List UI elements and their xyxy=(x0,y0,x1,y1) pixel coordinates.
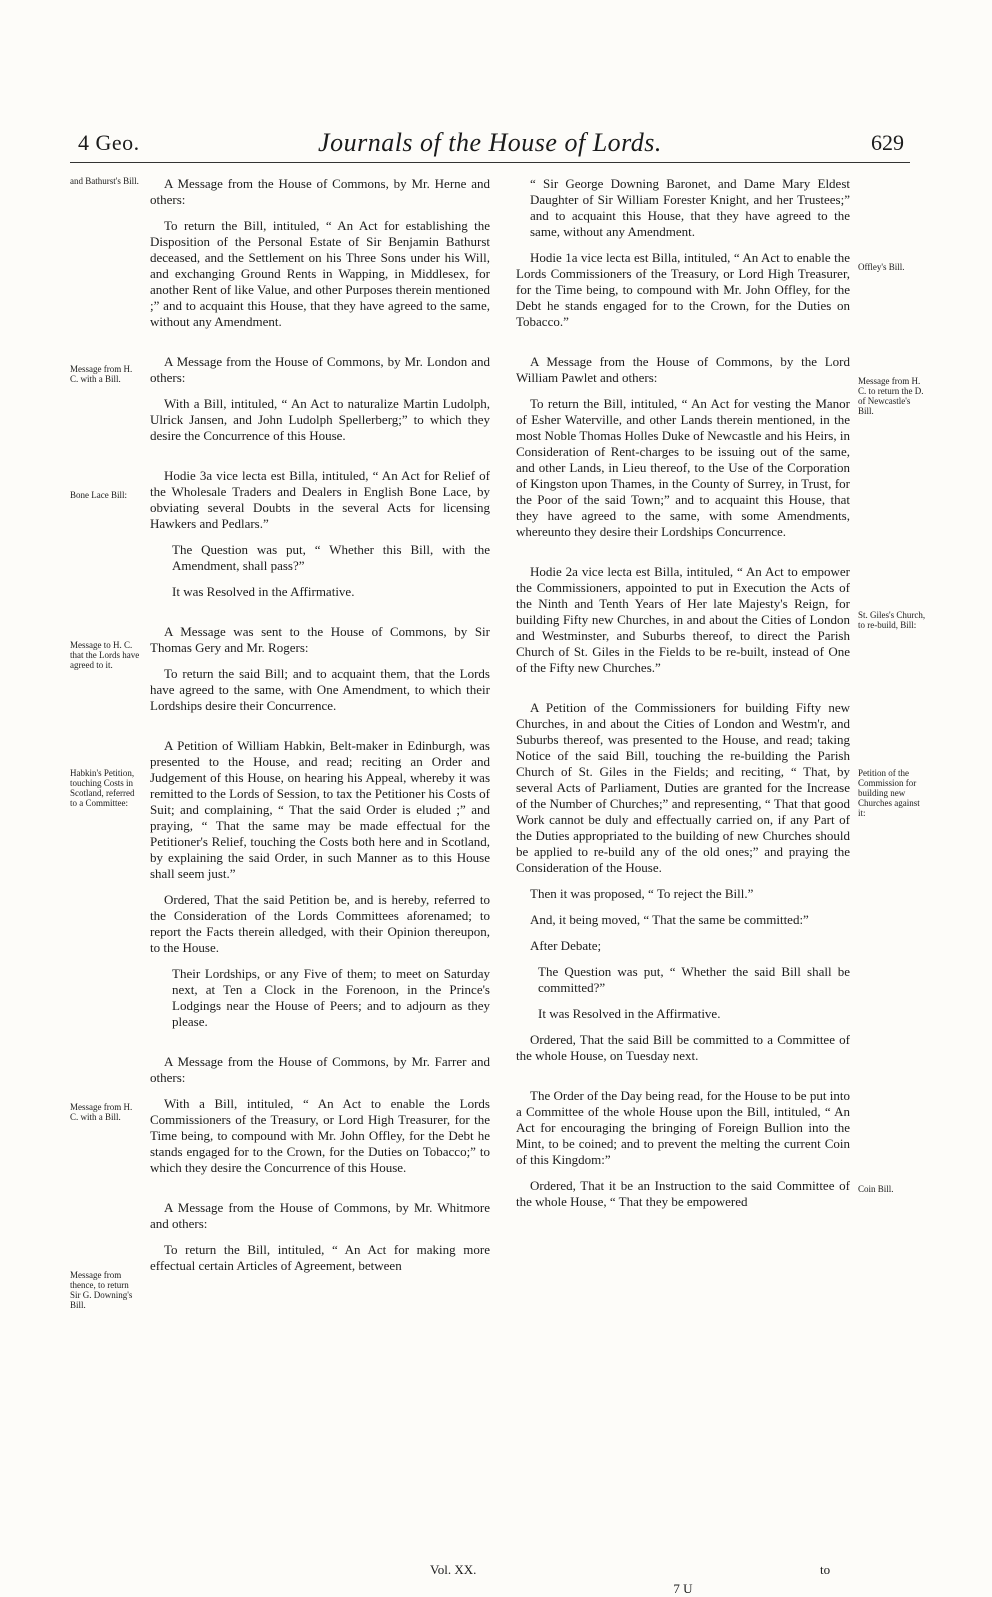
margin-note: and Bathurst's Bill. xyxy=(70,176,139,186)
paragraph: Ordered, That the said Petition be, and is hereby, referred to the Consideration of the Lords Committees aforenamed; to report the Facts therein alledged, with their Opinion thereupon, to the House. xyxy=(150,892,490,955)
margin-note: Message from H. C. with a Bill. xyxy=(70,364,133,384)
paragraph: After Debate; xyxy=(530,938,602,953)
paragraph: A Petition of William Habkin, Belt-maker in Edinburgh, was presented to the House, and read; reciting an Order and Judgement of this House, on hearing his Appeal, whereby it was remitted to the Lords of Session, to tax the Petitioner his Costs of Suit; and complaining, “ That the said Order is eluded ;” and praying, “ That the same may be made effectual for the Petitioner's Relief, touching the Costs both here and in Scotland, by explaining the said Order, in such Manner as to this House shall seem just.” xyxy=(150,738,490,881)
margin-note: St. Giles's Church, to re-build, Bill: xyxy=(858,610,926,630)
paragraph: With a Bill, intituled, “ An Act to naturalize Martin Ludolph, Ulrick Jansen, and John Ludolph Spellerberg;” to which they desire the Concurrence of this House. xyxy=(150,396,490,443)
paragraph: To return the Bill, intituled, “ An Act for establishing the Disposition of the Personal Estate of Sir Benjamin Bathurst deceased, and the Settlement on his Three Sons under his Will, and exchanging Ground Rents in Wapping, in Middlesex, for another Rent of like Value, and other Purposes therein mentioned ;” and to acquaint this House, that they have agreed to the same, without any Amendment. xyxy=(150,218,490,329)
paragraph: “ Sir George Downing Baronet, and Dame Mary Eldest Daughter of Sir William Forester Knight, and her Trustees;” and to acquaint this House, that they have agreed to the same, without any Amendment. xyxy=(530,176,850,239)
margin-note: Petition of the Commission for building new Churches against it: xyxy=(858,768,920,818)
paragraph: Hodie 2a vice lecta est Billa, intituled, “ An Act to empower the Commissioners, appointed to put in Execution the Acts of the Ninth and Tenth Years of Her late Majesty's Reign, for building Fifty new Churches, in and about the Cities of London and Westminster, and Suburbs thereof, to direct the Parish Church of St. Giles in the Fields to be re-built, instead of One of the Fifty new Churches.” xyxy=(516,564,850,675)
margin-note: Message to H. C. that the Lords have agreed to it. xyxy=(70,640,140,670)
margin-note: Offley's Bill. xyxy=(858,262,905,272)
margin-note: Bone Lace Bill: xyxy=(70,490,127,500)
volume-number: Vol. XX. xyxy=(430,1562,477,1577)
paragraph: Hodie 1a vice lecta est Billa, intituled, “ An Act to enable the Lords Commissioners of the Treasury, or Lord High Treasurer, for the Time being, to compound with Mr. John Offley, for the Debt he stands engaged for to the Crown, for the Duties on Tobacco.” xyxy=(516,250,850,329)
paragraph: It was Resolved in the Affirmative. xyxy=(538,1006,721,1021)
journal-title: Journals of the House of Lords. xyxy=(318,128,662,157)
paragraph: With a Bill, intituled, “ An Act to enable the Lords Commissioners of the Treasury, or Lord High Treasurer, for the Time being, to compound with Mr. John Offley, for the Debt he stands engaged for to the Crown, for the Duties on Tobacco;” to which they desire the Concurrence of this House. xyxy=(150,1096,490,1175)
paragraph: Ordered, That it be an Instruction to the said Committee of the whole House, “ That they be empowered xyxy=(516,1178,850,1209)
margin-note: Message from H. C. with a Bill. xyxy=(70,1102,133,1122)
page-number: 629 xyxy=(871,130,904,155)
catchword: to xyxy=(820,1562,831,1577)
paragraph: A Message from the House of Commons, by the Lord William Pawlet and others: xyxy=(516,354,850,385)
paragraph: To return the Bill, intituled, “ An Act for vesting the Manor of Esher Waterville, and other Lands therein mentioned, in the most Noble Thomas Holles Duke of Newcastle and his Heirs, in Consideration of Rent-charges to be issuing out of the same, and other Lands, in Lieu thereof, to the Use of the Corporation of Kingston upon Thames, in the County of Surrey, in Trust, for the Poor of the said Town;” and to acquaint this House, that they have agreed to the same, with some Amendments, whereunto they desire their Lordships Concurrence. xyxy=(516,396,850,539)
margin-note: Message from H. C. to return the D. of Newcastle's Bill. xyxy=(858,376,924,416)
paragraph: A Petition of the Commissioners for building Fifty new Churches, in and about the Cities of London and Westm'r, and Suburbs thereof, was presented to the House, and read; taking Notice of the said Bill, touching the re-building the Parish Church of St. Giles in the Fields; and reciting, “ That, by several Acts of Parliament, Duties are granted for the Increase of the Number of Churches;” and representing, “ That that good Work cannot be duly and effectually carried on, if any Part of the Duties appropriated to the building of new Churches should be applied to re-build any of the old ones;” and praying the Consideration of the House. xyxy=(516,700,850,875)
margin-note: Habkin's Petition, touching Costs in Scotland, referred to a Committee: xyxy=(70,768,135,808)
paragraph: To return the Bill, intituled, “ An Act for making more effectual certain Articles of Agreement, between xyxy=(150,1242,490,1273)
page-header xyxy=(70,128,910,163)
margin-note: Coin Bill. xyxy=(858,1184,894,1194)
paragraph: A Message was sent to the House of Commons, by Sir Thomas Gery and Mr. Rogers: xyxy=(150,624,490,655)
paragraph: To return the said Bill; and to acquaint them, that the Lords have agreed to the same, with One Amendment, to which their Lordships desire their Concurrence. xyxy=(150,666,490,713)
paragraph: Hodie 3a vice lecta est Billa, intituled, “ An Act for Relief of the Wholesale Traders and Dealers in English Bone Lace, by obviating several Doubts in the several Acts for licensing Hawkers and Pedlars.” xyxy=(150,468,490,531)
regnal-year: 4 Geo. xyxy=(78,130,140,155)
left-column xyxy=(150,176,490,1284)
paragraph: A Message from the House of Commons, by Mr. Whitmore and others: xyxy=(150,1200,490,1231)
paragraph: Their Lordships, or any Five of them; to meet on Saturday next, at Ten a Clock in the Forenoon, in the Prince's Lodgings near the House of Peers; and to adjourn as they please. xyxy=(172,966,490,1029)
paragraph: The Question was put, “ Whether the said Bill shall be committed?” xyxy=(538,964,850,995)
paragraph: Ordered, That the said Bill be committed to a Committee of the whole House, on Tuesday next. xyxy=(516,1032,850,1063)
paragraph: And, it being moved, “ That the same be committed:” xyxy=(530,912,809,927)
paragraph: The Question was put, “ Whether this Bill, with the Amendment, shall pass?” xyxy=(172,542,490,573)
paragraph: A Message from the House of Commons, by Mr. Herne and others: xyxy=(150,176,490,207)
paragraph: A Message from the House of Commons, by Mr. London and others: xyxy=(150,354,490,385)
paragraph: A Message from the House of Commons, by Mr. Farrer and others: xyxy=(150,1054,490,1085)
signature-mark: 7 U xyxy=(673,1581,693,1596)
paragraph: The Order of the Day being read, for the House to be put into a Committee of the whole House upon the Bill, intituled, “ An Act for encouraging the bringing of Foreign Bullion into the Mint, to be coined; and to prevent the melting the current Coin of this Kingdom:” xyxy=(516,1088,850,1167)
paragraph: Then it was proposed, “ To reject the Bill.” xyxy=(530,886,754,901)
right-column xyxy=(516,176,850,1220)
margin-note: Message from thence, to return Sir G. Downing's Bill. xyxy=(70,1270,133,1310)
paragraph: It was Resolved in the Affirmative. xyxy=(172,584,355,599)
